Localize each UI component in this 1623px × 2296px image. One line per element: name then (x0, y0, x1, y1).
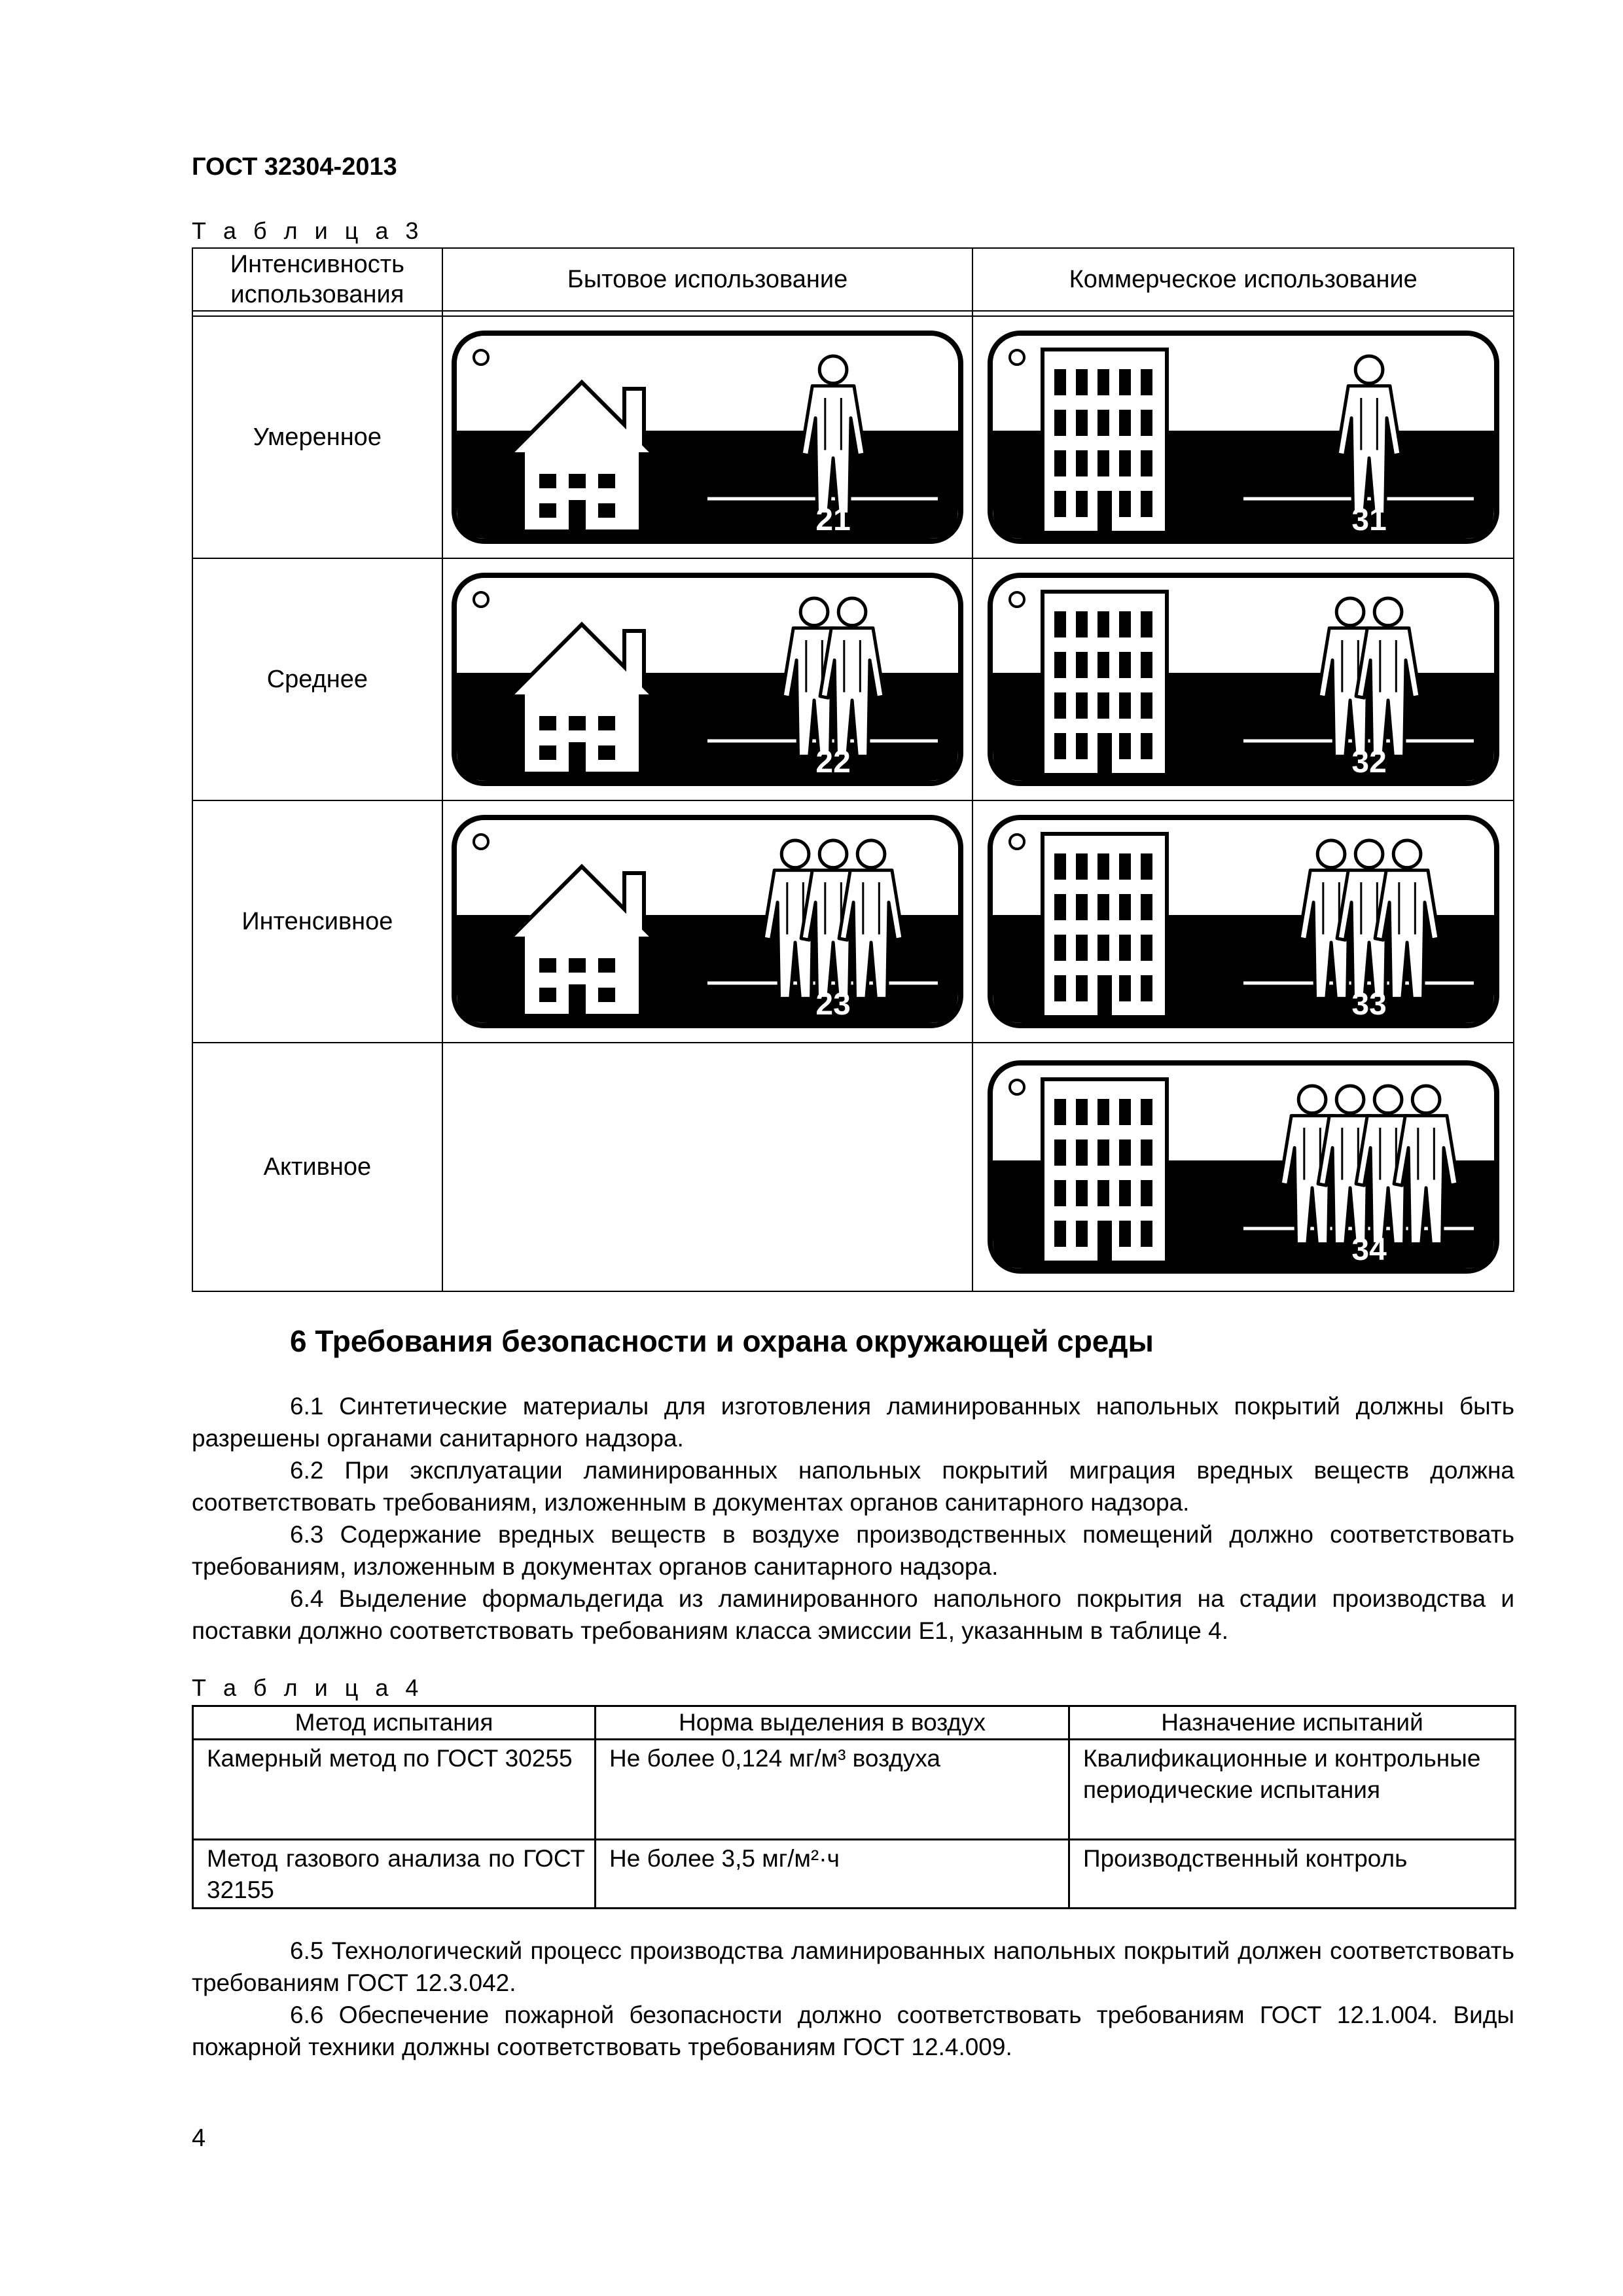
window-shape (1054, 853, 1066, 880)
window-shape (1054, 369, 1066, 395)
domestic-class-icon (451, 330, 964, 545)
row-label-medium: Среднее (192, 558, 442, 800)
col-header-commercial: Коммерческое использование (972, 248, 1514, 311)
usage-class-number: 32 (1351, 745, 1387, 780)
window-shape (569, 716, 586, 730)
window-shape (1097, 1180, 1109, 1206)
t4-cell-purpose: Квалификационные и контрольные периодические испытания (1069, 1740, 1516, 1840)
page-number: 4 (192, 2125, 206, 2152)
circle-mark-icon (474, 350, 488, 365)
window-shape (1076, 1139, 1088, 1166)
t4-header-purpose: Назначение испытаний (1069, 1706, 1516, 1740)
window-shape (539, 503, 556, 518)
paragraph-6-5: 6.5 Технологический процесс производства ламинированных напольных покрытий должен соответствовать требованиям ГОСТ 12.3.042. (192, 1937, 1514, 1996)
window-shape (1076, 1180, 1088, 1206)
circle-mark-icon (474, 834, 488, 849)
window-shape (1097, 935, 1109, 961)
paragraph-6-3: 6.3 Содержание вредных веществ в воздухе производственных помещений должно соответствовать требованиям, изложенным в документах органов санитарного надзора. (192, 1521, 1514, 1580)
window-shape (1119, 733, 1131, 759)
door-shape (1097, 1221, 1112, 1263)
window-shape (1141, 491, 1152, 517)
formaldehyde-emission-table (192, 1705, 1516, 1909)
window-shape (539, 958, 556, 973)
circle-mark-icon (1010, 1080, 1024, 1094)
circle-mark-icon (1010, 592, 1024, 607)
window-shape (1141, 1180, 1152, 1206)
window-shape (1141, 1221, 1152, 1247)
window-shape (1119, 450, 1131, 476)
commercial-class-icon (987, 330, 1500, 545)
window-shape (539, 988, 556, 1002)
usage-class-number: 34 (1351, 1232, 1387, 1267)
paragraph-6-2: 6.2 При эксплуатации ламинированных напольных покрытий миграция вредных веществ должна соответствовать требованиям, изложенным в документах органов санитарного надзора. (192, 1457, 1514, 1516)
usage-class-number: 31 (1351, 503, 1387, 537)
door-shape (569, 742, 586, 774)
window-shape (1054, 733, 1066, 759)
window-shape (1076, 975, 1088, 1001)
domestic-class-icon (451, 572, 964, 787)
window-shape (1097, 410, 1109, 436)
window-shape (1054, 652, 1066, 678)
window-shape (1076, 410, 1088, 436)
window-shape (1054, 975, 1066, 1001)
window-shape (598, 745, 615, 760)
t4-cell-purpose: Производственный контроль (1069, 1840, 1516, 1909)
window-shape (1141, 369, 1152, 395)
window-shape (539, 745, 556, 760)
window-shape (1141, 894, 1152, 920)
window-shape (598, 988, 615, 1002)
window-shape (1119, 410, 1131, 436)
commercial-class-icon (987, 814, 1500, 1029)
table4-caption: Т а б л и ц а 4 (192, 1674, 424, 1701)
window-shape (1076, 1221, 1088, 1247)
col-header-domestic: Бытовое использование (442, 248, 973, 311)
window-shape (598, 958, 615, 973)
row-label-active: Активное (192, 1043, 442, 1291)
usage-class-number: 23 (815, 987, 851, 1022)
t4-header-method: Метод испытания (193, 1706, 596, 1740)
window-shape (598, 716, 615, 730)
usage-class-number: 22 (815, 745, 851, 780)
window-shape (1119, 975, 1131, 1001)
window-shape (1119, 935, 1131, 961)
window-shape (1141, 1139, 1152, 1166)
window-shape (598, 503, 615, 518)
window-shape (1097, 369, 1109, 395)
window-shape (1076, 369, 1088, 395)
window-shape (1054, 692, 1066, 719)
window-shape (1076, 652, 1088, 678)
standard-header: ГОСТ 32304-2013 (192, 153, 397, 181)
window-shape (1141, 652, 1152, 678)
window-shape (1119, 652, 1131, 678)
door-shape (569, 500, 586, 531)
window-shape (1097, 1099, 1109, 1125)
table-row (193, 1740, 1516, 1840)
window-shape (1141, 1099, 1152, 1125)
t4-cell-method: Метод газового анализа по ГОСТ 32155 (193, 1840, 596, 1909)
window-shape (1076, 1099, 1088, 1125)
window-shape (1076, 692, 1088, 719)
window-shape (1054, 410, 1066, 436)
window-shape (1141, 853, 1152, 880)
door-shape (1097, 975, 1112, 1017)
window-shape (1054, 611, 1066, 637)
window-shape (1141, 975, 1152, 1001)
window-shape (569, 958, 586, 973)
window-shape (1141, 733, 1152, 759)
window-shape (1141, 410, 1152, 436)
window-shape (1076, 853, 1088, 880)
window-shape (1119, 853, 1131, 880)
window-shape (1141, 611, 1152, 637)
table3-caption: Т а б л и ц а 3 (192, 217, 424, 244)
t4-cell-norm: Не более 3,5 мг/м²·ч (596, 1840, 1069, 1909)
usage-class-number: 33 (1351, 987, 1387, 1022)
window-shape (1054, 935, 1066, 961)
commercial-class-icon (987, 572, 1500, 787)
door-shape (1097, 733, 1112, 775)
window-shape (1097, 611, 1109, 637)
window-shape (1119, 1099, 1131, 1125)
commercial-class-icon (987, 1060, 1500, 1274)
window-shape (1054, 1180, 1066, 1206)
window-shape (1097, 1139, 1109, 1166)
window-shape (1119, 692, 1131, 719)
window-shape (1076, 935, 1088, 961)
col-header-intensity: Интенсивность использования (192, 248, 442, 311)
circle-mark-icon (1010, 834, 1024, 849)
window-shape (1054, 1139, 1066, 1166)
window-shape (1076, 894, 1088, 920)
window-shape (1119, 1139, 1131, 1166)
usage-class-number: 21 (815, 503, 851, 537)
window-shape (1097, 652, 1109, 678)
window-shape (1119, 611, 1131, 637)
window-shape (1119, 894, 1131, 920)
row-label-intensive: Интенсивное (192, 800, 442, 1043)
door-shape (569, 984, 586, 1016)
section-6-title: 6 Требования безопасности и охрана окружающей среды (290, 1324, 1154, 1358)
window-shape (1141, 450, 1152, 476)
window-shape (1054, 1221, 1066, 1247)
window-shape (1097, 450, 1109, 476)
window-shape (1097, 853, 1109, 880)
window-shape (539, 716, 556, 730)
window-shape (1119, 1221, 1131, 1247)
window-shape (1119, 369, 1131, 395)
window-shape (1097, 894, 1109, 920)
window-shape (539, 474, 556, 488)
circle-mark-icon (474, 592, 488, 607)
t4-cell-method: Камерный метод по ГОСТ 30255 (193, 1740, 596, 1840)
window-shape (598, 474, 615, 488)
window-shape (1076, 491, 1088, 517)
window-shape (1054, 1099, 1066, 1125)
door-shape (1097, 491, 1112, 533)
window-shape (569, 474, 586, 488)
window-shape (1119, 491, 1131, 517)
domestic-class-icon (451, 814, 964, 1029)
paragraph-6-6: 6.6 Обеспечение пожарной безопасности должно соответствовать требованиям ГОСТ 12.1.004. Виды пожарной техники должны соответствовать требованиям ГОСТ 12.4.009. (192, 2001, 1514, 2060)
window-shape (1141, 935, 1152, 961)
paragraph-6-4: 6.4 Выделение формальдегида из ламинированного напольного покрытия на стадии производства и поставки должно соответствовать требованиям класса эмиссии Е1, указанным в таблице 4. (192, 1585, 1514, 1644)
circle-mark-icon (1010, 350, 1024, 365)
window-shape (1141, 692, 1152, 719)
t4-cell-norm: Не более 0,124 мг/м³ воздуха (596, 1740, 1069, 1840)
window-shape (1097, 692, 1109, 719)
window-shape (1054, 894, 1066, 920)
window-shape (1076, 450, 1088, 476)
row-label-moderate: Умеренное (192, 316, 442, 558)
usage-class-table (192, 247, 1514, 1292)
window-shape (1076, 733, 1088, 759)
window-shape (1054, 450, 1066, 476)
table-row (193, 1840, 1516, 1909)
paragraph-6-1: 6.1 Синтетические материалы для изготовления ламинированных напольных покрытий должны быть разрешены органами санитарного надзора. (192, 1393, 1514, 1452)
empty-domestic-cell (442, 1043, 973, 1291)
t4-header-norm: Норма выделения в воздух (596, 1706, 1069, 1740)
window-shape (1054, 491, 1066, 517)
window-shape (1119, 1180, 1131, 1206)
window-shape (1076, 611, 1088, 637)
